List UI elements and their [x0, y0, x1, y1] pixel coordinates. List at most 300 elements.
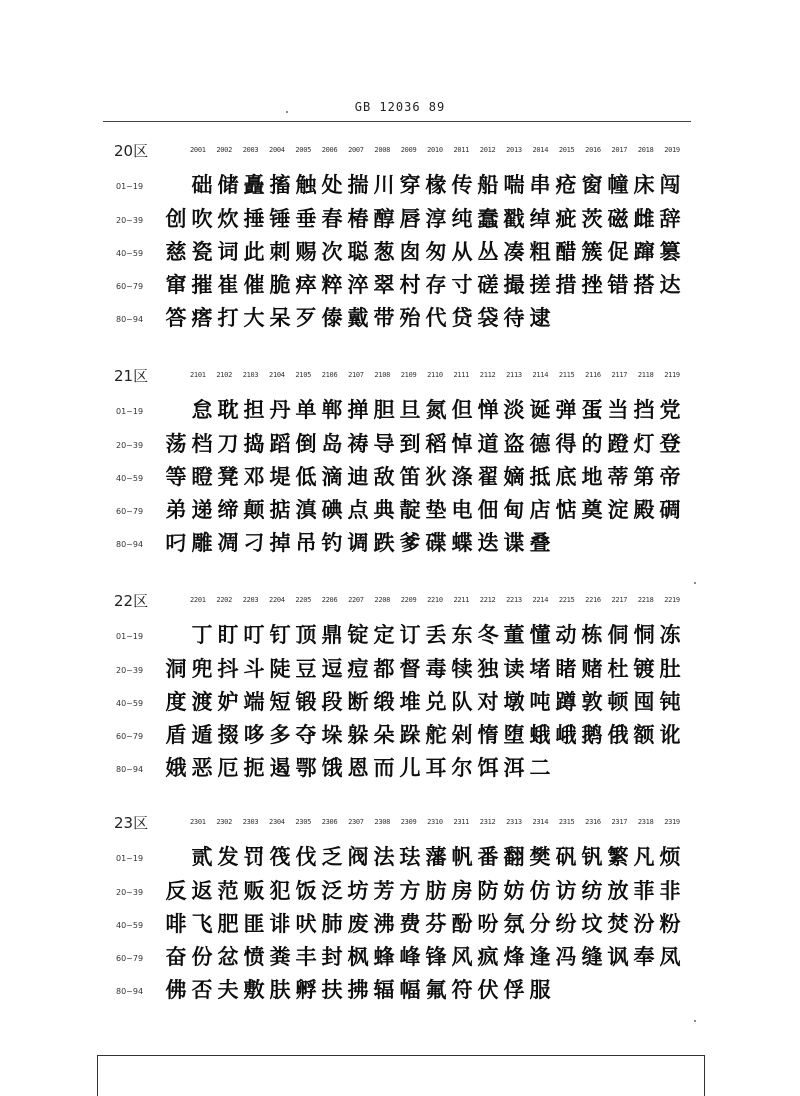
hanzi-char: 磋 — [477, 273, 499, 297]
hanzi-char: 典 — [373, 498, 395, 522]
hanzi-char: 诽 — [269, 912, 291, 936]
page-header: GB 12036 89 — [354, 100, 446, 114]
hanzi-char: 对 — [477, 690, 499, 714]
char-row — [0, 170, 800, 204]
hanzi-char: 大 — [243, 306, 265, 330]
hanzi-char: 斗 — [243, 657, 265, 681]
hanzi-char: 瞪 — [191, 465, 213, 489]
hanzi-char: 符 — [451, 978, 473, 1002]
code-number: 2312 — [479, 818, 496, 826]
hanzi-char: 错 — [607, 273, 629, 297]
hanzi-char: 怠 — [191, 398, 213, 422]
hanzi-char: 钉 — [269, 623, 291, 647]
hanzi-char: 疵 — [555, 207, 577, 231]
hanzi-char: 躲 — [347, 723, 369, 747]
hanzi-char: 弹 — [555, 398, 577, 422]
hanzi-char: 崔 — [217, 273, 239, 297]
header-rule — [103, 121, 691, 122]
char-list — [163, 975, 553, 1009]
hanzi-char: 锭 — [347, 623, 369, 647]
hanzi-char: 村 — [399, 273, 421, 297]
hanzi-char: 胆 — [373, 398, 395, 422]
hanzi-char: 讹 — [659, 723, 681, 747]
code-number: 2012 — [479, 146, 496, 154]
hanzi-char: 低 — [295, 465, 317, 489]
hanzi-char: 督 — [399, 657, 421, 681]
code-number: 2010 — [427, 146, 443, 154]
hanzi-char: 祷 — [347, 432, 369, 456]
hanzi-char: 睹 — [555, 657, 577, 681]
hanzi-char: 堤 — [269, 465, 291, 489]
hanzi-char: 吩 — [477, 912, 499, 936]
hanzi-char: 儿 — [399, 756, 421, 780]
code-number: 2116 — [585, 371, 601, 379]
hanzi-char: 颠 — [243, 498, 265, 522]
hanzi-char: 捣 — [243, 432, 265, 456]
char-row — [0, 909, 800, 943]
hanzi-char: 肥 — [217, 912, 239, 936]
hanzi-char: 殆 — [399, 306, 421, 330]
hanzi-char: 传 — [451, 173, 473, 197]
hanzi-char: 诞 — [529, 398, 551, 422]
hanzi-char: 都 — [373, 657, 395, 681]
code-number: 2104 — [269, 371, 285, 379]
code-number: 2117 — [611, 371, 628, 379]
hanzi-char: 刀 — [217, 432, 239, 456]
hanzi-char: 催 — [243, 273, 265, 297]
hanzi-char: 肤 — [269, 978, 291, 1002]
hanzi-char: 叠 — [529, 531, 551, 555]
hanzi-char: 凤 — [659, 945, 681, 969]
hanzi-char: 遏 — [269, 756, 291, 780]
code-number: 2206 — [321, 596, 338, 604]
hanzi-char: 店 — [529, 498, 551, 522]
hanzi-char: 丢 — [425, 623, 447, 647]
hanzi-char: 二 — [529, 756, 551, 780]
hanzi-char: 匪 — [243, 912, 265, 936]
zone-section — [0, 140, 800, 350]
hanzi-char: 窜 — [165, 273, 187, 297]
char-list — [189, 620, 683, 654]
hanzi-char: 次 — [321, 240, 343, 264]
hanzi-char: 岛 — [321, 432, 343, 456]
code-number: 2111 — [453, 371, 470, 379]
code-number: 2110 — [427, 371, 443, 379]
row-range-label: 01~19 — [116, 632, 144, 641]
hanzi-char: 跺 — [399, 723, 421, 747]
code-number: 2211 — [453, 596, 470, 604]
hanzi-char: 答 — [165, 306, 187, 330]
code-number: 2314 — [532, 818, 549, 826]
hanzi-char: 鹅 — [581, 723, 603, 747]
hanzi-char: 镀 — [633, 657, 655, 681]
hanzi-char: 逢 — [529, 945, 551, 969]
char-list — [163, 204, 683, 238]
hanzi-char: 蛋 — [581, 398, 603, 422]
hanzi-char: 凋 — [217, 531, 239, 555]
hanzi-char: 川 — [373, 173, 395, 197]
hanzi-char: 等 — [165, 465, 187, 489]
hanzi-char: 氛 — [503, 912, 525, 936]
hanzi-char: 扶 — [321, 978, 343, 1002]
code-number: 2203 — [242, 596, 259, 604]
hanzi-char: 瘩 — [191, 306, 213, 330]
hanzi-char: 闯 — [659, 173, 681, 197]
hanzi-char: 歹 — [295, 306, 317, 330]
hanzi-char: 纷 — [555, 912, 577, 936]
hanzi-char: 疯 — [477, 945, 499, 969]
hanzi-char: 范 — [217, 879, 239, 903]
hanzi-char: 船 — [477, 173, 499, 197]
hanzi-char: 底 — [555, 465, 577, 489]
code-number: 2303 — [242, 818, 259, 826]
hanzi-char: 扼 — [243, 756, 265, 780]
code-header-row — [190, 146, 680, 154]
hanzi-char: 哆 — [243, 723, 265, 747]
hanzi-char: 淀 — [607, 498, 629, 522]
code-number: 2305 — [295, 818, 312, 826]
hanzi-char: 涤 — [451, 465, 473, 489]
hanzi-char: 坟 — [581, 912, 603, 936]
hanzi-char: 调 — [347, 531, 369, 555]
hanzi-char: 辞 — [659, 207, 681, 231]
code-number: 2306 — [321, 818, 338, 826]
hanzi-char: 抖 — [217, 657, 239, 681]
hanzi-char: 赐 — [295, 240, 317, 264]
code-number: 2001 — [190, 146, 206, 154]
hanzi-char: 蒂 — [607, 465, 629, 489]
hanzi-char: 的 — [581, 432, 603, 456]
code-number: 2103 — [242, 371, 259, 379]
hanzi-char: 醇 — [373, 207, 395, 231]
hanzi-char: 垂 — [295, 207, 317, 231]
hanzi-char: 滴 — [321, 465, 343, 489]
hanzi-char: 佃 — [477, 498, 499, 522]
hanzi-char: 朵 — [373, 723, 395, 747]
row-range-label: 80~94 — [116, 765, 144, 774]
hanzi-char: 逗 — [321, 657, 343, 681]
hanzi-char: 服 — [529, 978, 551, 1002]
hanzi-char: 度 — [165, 690, 187, 714]
code-number: 2204 — [269, 596, 285, 604]
hanzi-char: 孵 — [295, 978, 317, 1002]
code-number: 2202 — [216, 596, 233, 604]
hanzi-char: 淡 — [503, 398, 525, 422]
hanzi-char: 粹 — [321, 273, 343, 297]
hanzi-char: 创 — [165, 207, 187, 231]
hanzi-char: 刁 — [243, 531, 265, 555]
hanzi-char: 赌 — [581, 657, 603, 681]
hanzi-char: 芳 — [373, 879, 395, 903]
char-list — [163, 495, 683, 529]
hanzi-char: 非 — [659, 879, 681, 903]
code-number: 2106 — [321, 371, 338, 379]
hanzi-char: 废 — [347, 912, 369, 936]
char-list — [163, 429, 683, 463]
row-range-label: 40~59 — [116, 474, 144, 483]
hanzi-char: 返 — [191, 879, 213, 903]
hanzi-char: 俄 — [607, 723, 629, 747]
code-number: 2016 — [585, 146, 601, 154]
hanzi-char: 罚 — [243, 845, 265, 869]
hanzi-char: 肪 — [425, 879, 447, 903]
hanzi-char: 掂 — [269, 498, 291, 522]
code-number: 2115 — [558, 371, 575, 379]
code-number: 2113 — [506, 371, 522, 379]
hanzi-char: 揣 — [347, 173, 369, 197]
code-number: 2304 — [269, 818, 285, 826]
hanzi-char: 俘 — [503, 978, 525, 1002]
hanzi-char: 荡 — [165, 432, 187, 456]
hanzi-char: 樊 — [529, 845, 551, 869]
hanzi-char: 锤 — [269, 207, 291, 231]
hanzi-char: 愤 — [243, 945, 265, 969]
hanzi-char: 笛 — [399, 465, 421, 489]
hanzi-char: 钒 — [581, 845, 603, 869]
hanzi-char: 奋 — [165, 945, 187, 969]
hanzi-char: 促 — [607, 240, 629, 264]
hanzi-char: 绰 — [529, 207, 551, 231]
code-number: 2015 — [558, 146, 575, 154]
hanzi-char: 端 — [243, 690, 265, 714]
hanzi-char: 贩 — [243, 879, 265, 903]
hanzi-char: 敷 — [243, 978, 265, 1002]
char-row — [0, 462, 800, 496]
char-list — [189, 395, 683, 429]
hanzi-char: 仿 — [529, 879, 551, 903]
code-number: 2210 — [427, 596, 443, 604]
hanzi-char: 达 — [659, 273, 681, 297]
code-number: 2319 — [664, 818, 680, 826]
hanzi-char: 东 — [451, 623, 473, 647]
hanzi-char: 堵 — [529, 657, 551, 681]
char-row — [0, 237, 800, 271]
hanzi-char: 存 — [425, 273, 447, 297]
hanzi-char: 痘 — [347, 657, 369, 681]
row-range-label: 01~19 — [116, 854, 144, 863]
hanzi-char: 簇 — [581, 240, 603, 264]
code-number: 2213 — [506, 596, 522, 604]
hanzi-char: 锋 — [425, 945, 447, 969]
code-number: 2102 — [216, 371, 233, 379]
code-number: 2002 — [216, 146, 233, 154]
hanzi-char: 放 — [607, 879, 629, 903]
char-row — [0, 495, 800, 529]
hanzi-char: 夺 — [295, 723, 317, 747]
hanzi-char: 床 — [633, 173, 655, 197]
code-number: 2112 — [479, 371, 496, 379]
hanzi-char: 毒 — [425, 657, 447, 681]
hanzi-char: 盯 — [217, 623, 239, 647]
hanzi-char: 而 — [373, 756, 395, 780]
row-range-label: 60~79 — [116, 507, 144, 516]
hanzi-char: 贰 — [191, 845, 213, 869]
row-range-label: 60~79 — [116, 732, 144, 741]
char-list — [163, 462, 683, 496]
row-range-label: 40~59 — [116, 921, 144, 930]
code-number: 2311 — [453, 818, 470, 826]
hanzi-char: 幅 — [399, 978, 421, 1002]
hanzi-char: 氮 — [425, 398, 447, 422]
hanzi-char: 奠 — [581, 498, 603, 522]
zone-label: 23区 — [114, 814, 149, 832]
hanzi-char: 爹 — [399, 531, 421, 555]
hanzi-char: 犯 — [269, 879, 291, 903]
hanzi-char: 旦 — [399, 398, 421, 422]
hanzi-char: 顿 — [607, 690, 629, 714]
row-range-label: 01~19 — [116, 182, 144, 191]
hanzi-char: 此 — [243, 240, 265, 264]
code-number: 2008 — [374, 146, 391, 154]
hanzi-char: 栋 — [581, 623, 603, 647]
char-list — [189, 170, 683, 204]
char-row — [0, 303, 800, 337]
hanzi-char: 费 — [399, 912, 421, 936]
hanzi-char: 吠 — [295, 912, 317, 936]
hanzi-char: 搭 — [633, 273, 655, 297]
hanzi-char: 娥 — [165, 756, 187, 780]
hanzi-char: 脆 — [269, 273, 291, 297]
hanzi-char: 封 — [321, 945, 343, 969]
row-range-label: 40~59 — [116, 699, 144, 708]
char-list — [163, 753, 553, 787]
hanzi-char: 侗 — [607, 623, 629, 647]
hanzi-char: 惮 — [477, 398, 499, 422]
hanzi-char: 带 — [373, 306, 395, 330]
hanzi-char: 贷 — [451, 306, 473, 330]
code-number: 2208 — [374, 596, 391, 604]
code-number: 2007 — [348, 146, 364, 154]
code-number: 2013 — [506, 146, 522, 154]
hanzi-char: 迭 — [477, 531, 499, 555]
hanzi-char: 耳 — [425, 756, 447, 780]
hanzi-char: 嫡 — [503, 465, 525, 489]
hanzi-char: 佛 — [165, 978, 187, 1002]
hanzi-char: 储 — [217, 173, 239, 197]
char-row — [0, 720, 800, 754]
hanzi-char: 蹲 — [555, 690, 577, 714]
hanzi-char: 汾 — [633, 912, 655, 936]
hanzi-char: 呆 — [269, 306, 291, 330]
char-row — [0, 753, 800, 787]
hanzi-char: 从 — [451, 240, 473, 264]
zone-section — [0, 365, 800, 575]
char-row — [0, 942, 800, 976]
hanzi-char: 帝 — [659, 465, 681, 489]
hanzi-char: 珐 — [399, 845, 421, 869]
code-number: 2309 — [400, 818, 417, 826]
hanzi-char: 摧 — [191, 273, 213, 297]
hanzi-char: 辐 — [373, 978, 395, 1002]
hanzi-char: 否 — [191, 978, 213, 1002]
hanzi-char: 舵 — [425, 723, 447, 747]
hanzi-char: 匆 — [425, 240, 447, 264]
hanzi-char: 翟 — [477, 465, 499, 489]
hanzi-char: 刺 — [269, 240, 291, 264]
hanzi-char: 蝶 — [451, 531, 473, 555]
hanzi-char: 矾 — [555, 845, 577, 869]
hanzi-char: 幢 — [607, 173, 629, 197]
hanzi-char: 妒 — [217, 690, 239, 714]
hanzi-char: 抵 — [529, 465, 551, 489]
scan-speck — [286, 111, 288, 113]
char-row — [0, 876, 800, 910]
hanzi-char: 单 — [295, 398, 317, 422]
hanzi-char: 当 — [607, 398, 629, 422]
hanzi-char: 冯 — [555, 945, 577, 969]
hanzi-char: 谍 — [503, 531, 525, 555]
code-header-row — [190, 596, 680, 604]
hanzi-char: 电 — [451, 498, 473, 522]
code-number: 2313 — [506, 818, 522, 826]
char-row — [0, 270, 800, 304]
hanzi-char: 挫 — [581, 273, 603, 297]
char-list — [163, 303, 553, 337]
hanzi-char: 方 — [399, 879, 421, 903]
hanzi-char: 藩 — [425, 845, 447, 869]
hanzi-char: 份 — [191, 945, 213, 969]
hanzi-char: 鼎 — [321, 623, 343, 647]
code-number: 2214 — [532, 596, 549, 604]
hanzi-char: 枫 — [347, 945, 369, 969]
hanzi-char: 茨 — [581, 207, 603, 231]
hanzi-char: 惦 — [555, 498, 577, 522]
hanzi-char: 恫 — [633, 623, 655, 647]
char-row — [0, 620, 800, 654]
hanzi-char: 掉 — [269, 531, 291, 555]
code-number: 2218 — [637, 596, 654, 604]
code-number: 2107 — [348, 371, 364, 379]
hanzi-char: 撮 — [503, 273, 525, 297]
hanzi-char: 洱 — [503, 756, 525, 780]
hanzi-char: 搓 — [529, 273, 551, 297]
hanzi-char: 戳 — [503, 207, 525, 231]
hanzi-char: 丛 — [477, 240, 499, 264]
hanzi-char: 得 — [555, 432, 577, 456]
hanzi-char: 短 — [269, 690, 291, 714]
hanzi-char: 寸 — [451, 273, 473, 297]
hanzi-char: 聪 — [347, 240, 369, 264]
hanzi-char: 炊 — [217, 207, 239, 231]
code-number: 2315 — [558, 818, 575, 826]
scan-speck — [694, 1020, 696, 1022]
hanzi-char: 碘 — [321, 498, 343, 522]
hanzi-char: 磁 — [607, 207, 629, 231]
hanzi-char: 防 — [477, 879, 499, 903]
hanzi-char: 甸 — [503, 498, 525, 522]
hanzi-char: 发 — [217, 845, 239, 869]
hanzi-char: 代 — [425, 306, 447, 330]
hanzi-char: 跌 — [373, 531, 395, 555]
hanzi-char: 丰 — [295, 945, 317, 969]
code-header-row — [190, 371, 680, 379]
code-number: 2011 — [453, 146, 470, 154]
hanzi-char: 动 — [555, 623, 577, 647]
char-list — [163, 876, 683, 910]
footer-box — [97, 1055, 705, 1096]
hanzi-char: 肺 — [321, 912, 343, 936]
zone-label: 21区 — [114, 367, 149, 385]
code-number: 2201 — [190, 596, 206, 604]
code-number: 2209 — [400, 596, 417, 604]
hanzi-char: 读 — [503, 657, 525, 681]
char-row — [0, 975, 800, 1009]
char-list — [163, 237, 683, 271]
hanzi-char: 奉 — [633, 945, 655, 969]
hanzi-char: 椽 — [425, 173, 447, 197]
hanzi-char: 惰 — [477, 723, 499, 747]
row-range-label: 40~59 — [116, 249, 144, 258]
